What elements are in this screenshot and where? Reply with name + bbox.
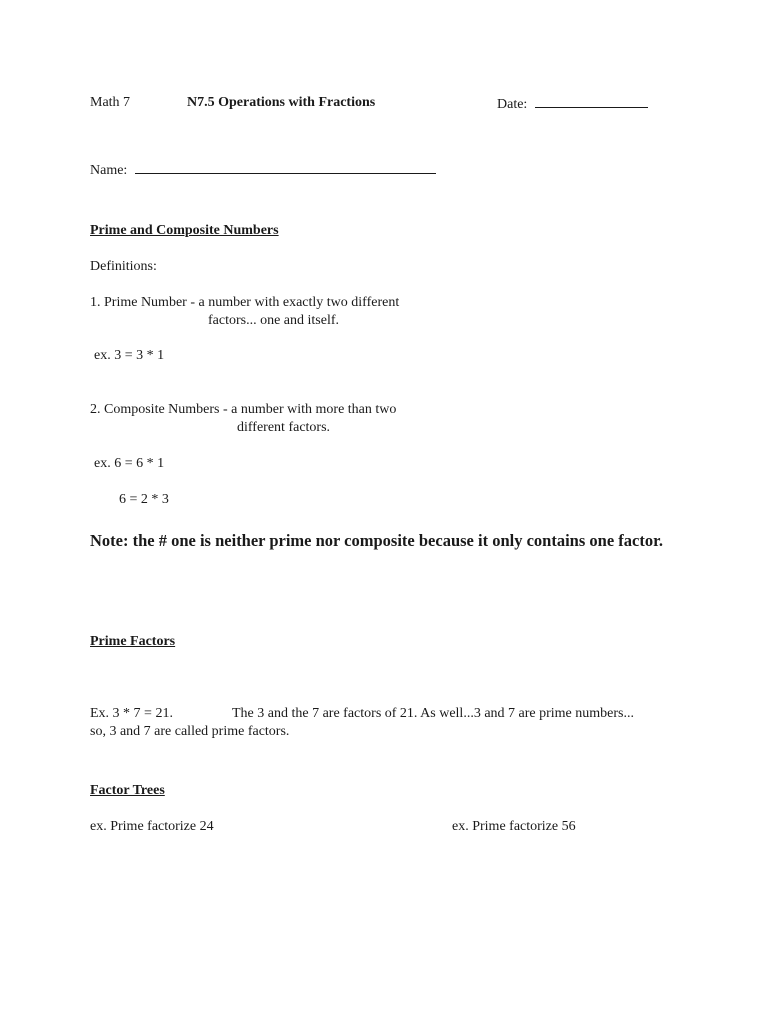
note-text: Note: the # one is neither prime nor composite because it only contains one factor.	[90, 531, 664, 550]
course-label: Math 7	[90, 95, 131, 110]
date-label: Date:	[497, 97, 528, 112]
example-composite-line2: 6 = 2 * 3	[119, 492, 169, 507]
name-label: Name:	[90, 163, 128, 178]
definition-prime-line2: factors... one and itself.	[208, 313, 340, 328]
name-row	[90, 161, 436, 179]
section-heading-prime-composite: Prime and Composite Numbers	[90, 223, 279, 238]
section-heading-prime-factors: Prime Factors	[90, 634, 176, 649]
example-prime: ex. 3 = 3 * 1	[94, 348, 165, 363]
prime-factors-example-line2: so, 3 and 7 are called prime factors.	[90, 724, 290, 739]
date-row	[497, 95, 648, 113]
name-blank-line	[135, 161, 436, 174]
definitions-label: Definitions:	[90, 259, 157, 274]
prime-factors-example-right: The 3 and the 7 are factors of 21. As well...3 and 7 are prime numbers...	[232, 706, 634, 721]
factor-tree-example-56: ex. Prime factorize 56	[452, 819, 576, 834]
definition-composite-line1: 2. Composite Numbers - a number with more than two	[90, 402, 397, 417]
prime-factors-example-left: Ex. 3 * 7 = 21.	[90, 706, 173, 721]
section-heading-factor-trees: Factor Trees	[90, 783, 165, 798]
definition-prime-line1: 1. Prime Number - a number with exactly two different	[90, 295, 400, 310]
factor-tree-example-24: ex. Prime factorize 24	[90, 819, 214, 834]
example-composite-line1: ex. 6 = 6 * 1	[94, 456, 165, 471]
definition-composite-line2: different factors.	[237, 420, 331, 435]
date-blank-line	[535, 95, 648, 108]
worksheet-title: N7.5 Operations with Fractions	[187, 95, 376, 110]
